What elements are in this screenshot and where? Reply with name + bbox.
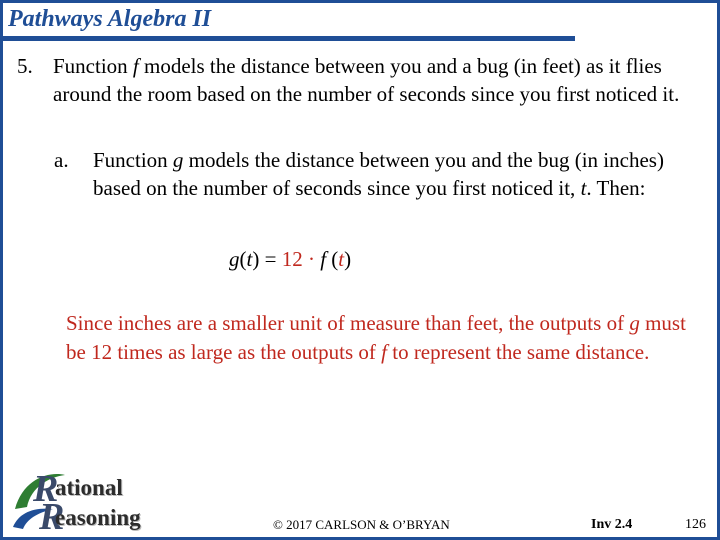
logo-word-rational: ational	[55, 475, 123, 500]
question-number: 5.	[17, 54, 33, 78]
explanation-g-symbol: g	[629, 311, 640, 335]
explanation-part: must be 12 times as large as the outputs of	[66, 311, 686, 364]
formula-g: g	[229, 247, 240, 271]
explanation-part: to represent the same distance.	[386, 340, 650, 364]
question-text	[53, 52, 703, 108]
logo-initial: R	[39, 496, 65, 538]
formula-coefficient: 12 ·	[281, 247, 321, 271]
logo-word-reasoning: easoning	[55, 505, 141, 530]
title-bar	[3, 3, 575, 43]
footer-page-number: 126	[685, 517, 706, 532]
formula-equals: ) =	[252, 247, 282, 271]
formula-paren: )	[344, 247, 352, 271]
question-text-part: Function	[53, 54, 133, 78]
part-a-label: a.	[54, 148, 69, 172]
title-underline	[3, 36, 575, 41]
footer-copyright: © 2017 CARLSON & O’BRYAN	[273, 517, 450, 532]
part-a-text-part: Function	[93, 148, 173, 172]
page-title: Pathways Algebra II	[8, 6, 212, 32]
explanation-f-symbol: f	[381, 340, 387, 364]
part-a-text-part: models the distance between you and the bug (in inches) based on the number of seconds since you first noticed it,	[93, 148, 664, 200]
part-a-text-part: . Then:	[586, 176, 646, 200]
formula	[229, 247, 351, 272]
function-g-symbol: g	[172, 148, 184, 172]
variable-t-symbol: t	[580, 176, 587, 200]
function-f-symbol: f	[132, 54, 139, 78]
logo-initial: R	[33, 468, 59, 510]
formula-t: t	[246, 247, 253, 271]
part-a-text	[93, 146, 693, 202]
formula-f: f	[320, 247, 327, 271]
formula-t-input: t	[338, 247, 345, 271]
rational-reasoning-logo	[9, 468, 189, 538]
formula-paren: (	[239, 247, 247, 271]
explanation-part: Since inches are a smaller unit of measure than feet, the outputs of	[66, 311, 630, 335]
explanation-text	[66, 309, 706, 367]
question-text-part: models the distance between you and a bug (in feet) as it flies around the room based on the number of seconds since you first noticed it.	[53, 54, 680, 106]
footer-investigation: Inv 2.4	[591, 517, 633, 532]
formula-paren: (	[326, 247, 339, 271]
